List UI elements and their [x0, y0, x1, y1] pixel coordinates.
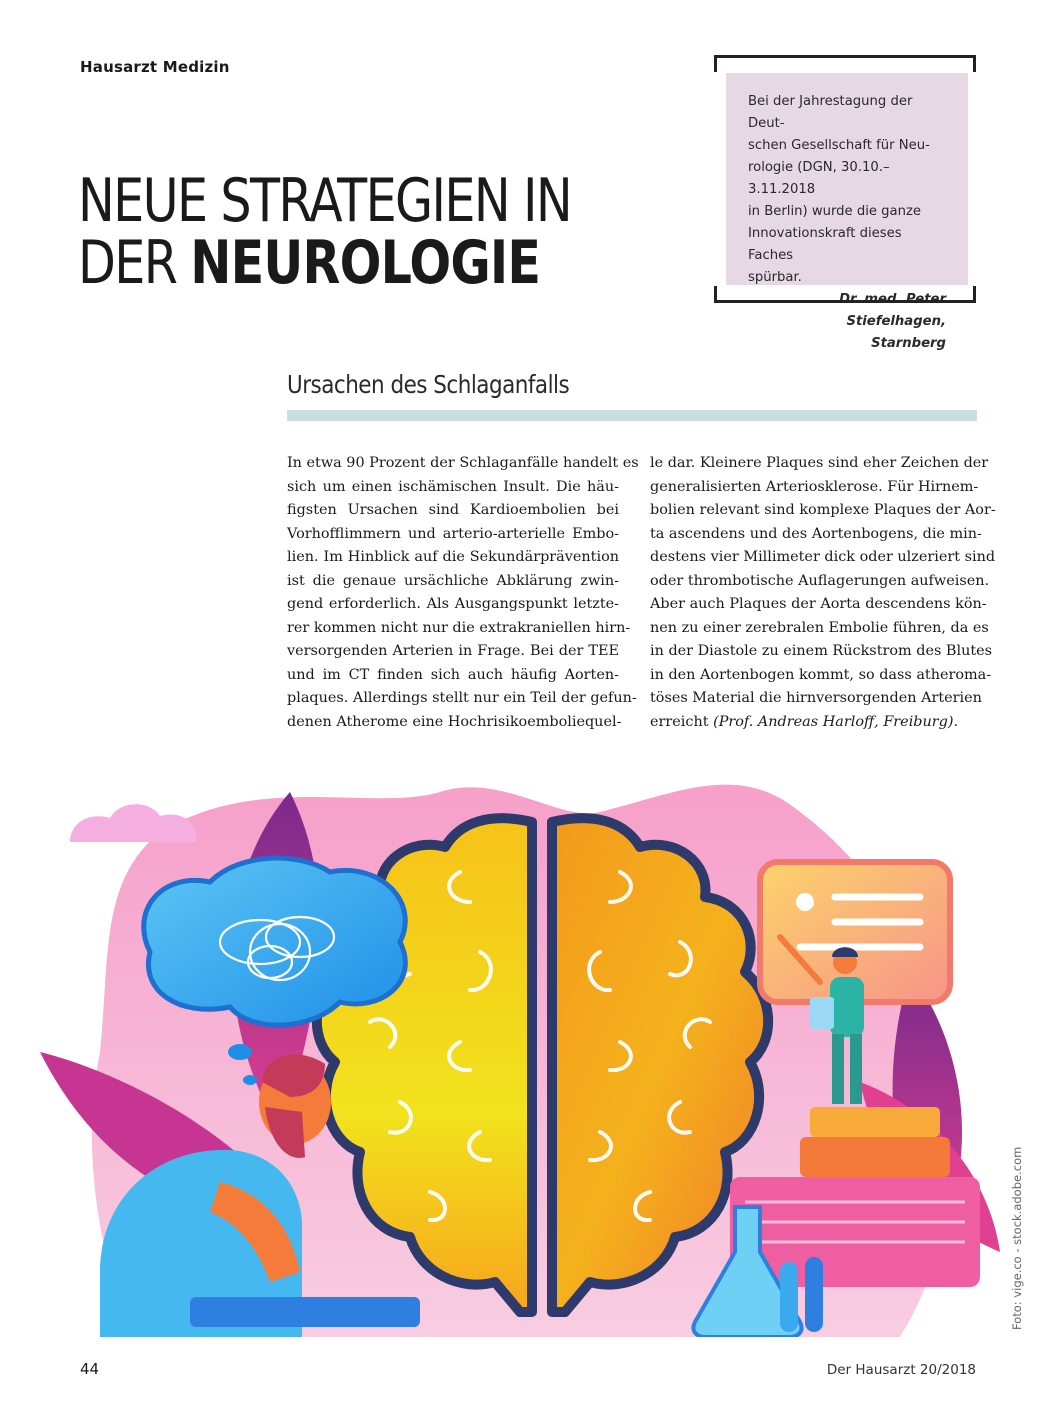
column-line: in der Diastole zu einem Rückstrom des Blutes [650, 643, 993, 659]
column-line: ist die genaue ursächliche Abklärung zwin- [287, 572, 619, 589]
author-name: Dr. med. Peter Stiefelhagen, [839, 292, 946, 329]
column-line: In etwa 90 Prozent der Schlaganfälle handelt es [287, 455, 639, 471]
intro-line: in Berlin) wurde die ganze [748, 204, 922, 219]
section-heading: Ursachen des Schlaganfalls [287, 370, 570, 399]
column-line: in den Aortenbogen kommt, so dass atheroma- [650, 666, 992, 683]
book [800, 1137, 950, 1177]
column-line: nen zu einer zerebralen Embolie führen, da es [650, 619, 989, 636]
column-line: denen Atherome eine Hochrisikoemboliequel- [287, 713, 622, 730]
book [810, 1107, 940, 1137]
column-last-text: erreicht [650, 713, 714, 730]
title-line-2-light: DER [78, 228, 191, 298]
column-line: rer kommen nicht nur die extrakraniellen hirn- [287, 619, 631, 636]
box-bracket-top [714, 55, 976, 72]
box-bracket-bottom [714, 286, 976, 303]
column-line: sich um einen ischämischen Insult. Die häu- [287, 478, 619, 495]
column-line: figsten Ursachen sind Kardioembolien bei [287, 502, 619, 518]
test-tube [805, 1257, 823, 1332]
title-line-1: NEUE STRATEGIEN IN [78, 166, 572, 236]
column-line-last [650, 711, 978, 735]
column-line: lien. Im Hinblick auf die Sekundärprävention [287, 549, 619, 565]
intro-text-box [726, 73, 968, 351]
text-column-2 [650, 452, 996, 734]
column-line: gend erforderlich. Als Ausgangspunkt letzte- [287, 596, 619, 612]
text-column-1 [287, 452, 639, 734]
article-title [78, 166, 572, 298]
column-line: und im CT finden sich auch häufig Aorten- [287, 666, 619, 683]
issue-label: Der Hausarzt 20/2018 [826, 1362, 976, 1378]
heading-rule [287, 410, 977, 421]
intro-line: rologie (DGN, 30.10.–3.11.2018 [748, 160, 890, 197]
column-line: oder thrombotische Auflagerungen aufweisen. [650, 572, 990, 589]
author-location: Starnberg [871, 336, 946, 351]
intro-line: spürbar. [748, 270, 802, 285]
cloud [70, 804, 197, 842]
panel-dot [796, 893, 814, 911]
column-line: Aber auch Plaques der Aorta descendens kön- [650, 596, 987, 612]
title-line-2-bold: NEUROLOGIE [190, 228, 541, 298]
intro-box [714, 55, 976, 351]
column-line: plaques. Allerdings stellt nur ein Teil der gefun- [287, 690, 637, 706]
page-number: 44 [80, 1360, 100, 1378]
column-line: töses Material die hirnversorgenden Arterien [650, 690, 982, 706]
test-tube [780, 1262, 798, 1332]
citation: (Prof. Andreas Harloff, Freiburg). [713, 713, 959, 730]
column-line: le dar. Kleinere Plaques sind eher Zeichen der [650, 455, 989, 471]
thought-dot [228, 1044, 252, 1060]
intro-line: Bei der Jahrestagung der Deut- [748, 94, 913, 131]
intro-line: Innovationskraft dieses Faches [748, 226, 902, 263]
thought-bubble [144, 858, 406, 1025]
brain-illustration [40, 752, 1000, 1337]
column-line: generalisierten Arteriosklerose. Für Hirnem- [650, 478, 979, 495]
section-label: Hausarzt Medizin [80, 58, 230, 76]
photo-credit: Foto: vige.co - stock.adobe.com [1010, 1146, 1024, 1330]
column-line: ta ascendens und des Aortenbogens, die min- [650, 525, 982, 542]
column-line: bolien relevant sind komplexe Plaques der Aor- [650, 502, 996, 518]
thought-dot [243, 1075, 257, 1085]
column-line: versorgenden Arterien in Frage. Bei der TEE [287, 643, 619, 659]
column-line: destens vier Millimeter dick oder ulzeriert sind [650, 549, 996, 565]
column-line: Vorhofflimmern und arterio-arterielle Embo- [287, 525, 619, 542]
intro-line: schen Gesellschaft für Neu- [748, 138, 930, 153]
